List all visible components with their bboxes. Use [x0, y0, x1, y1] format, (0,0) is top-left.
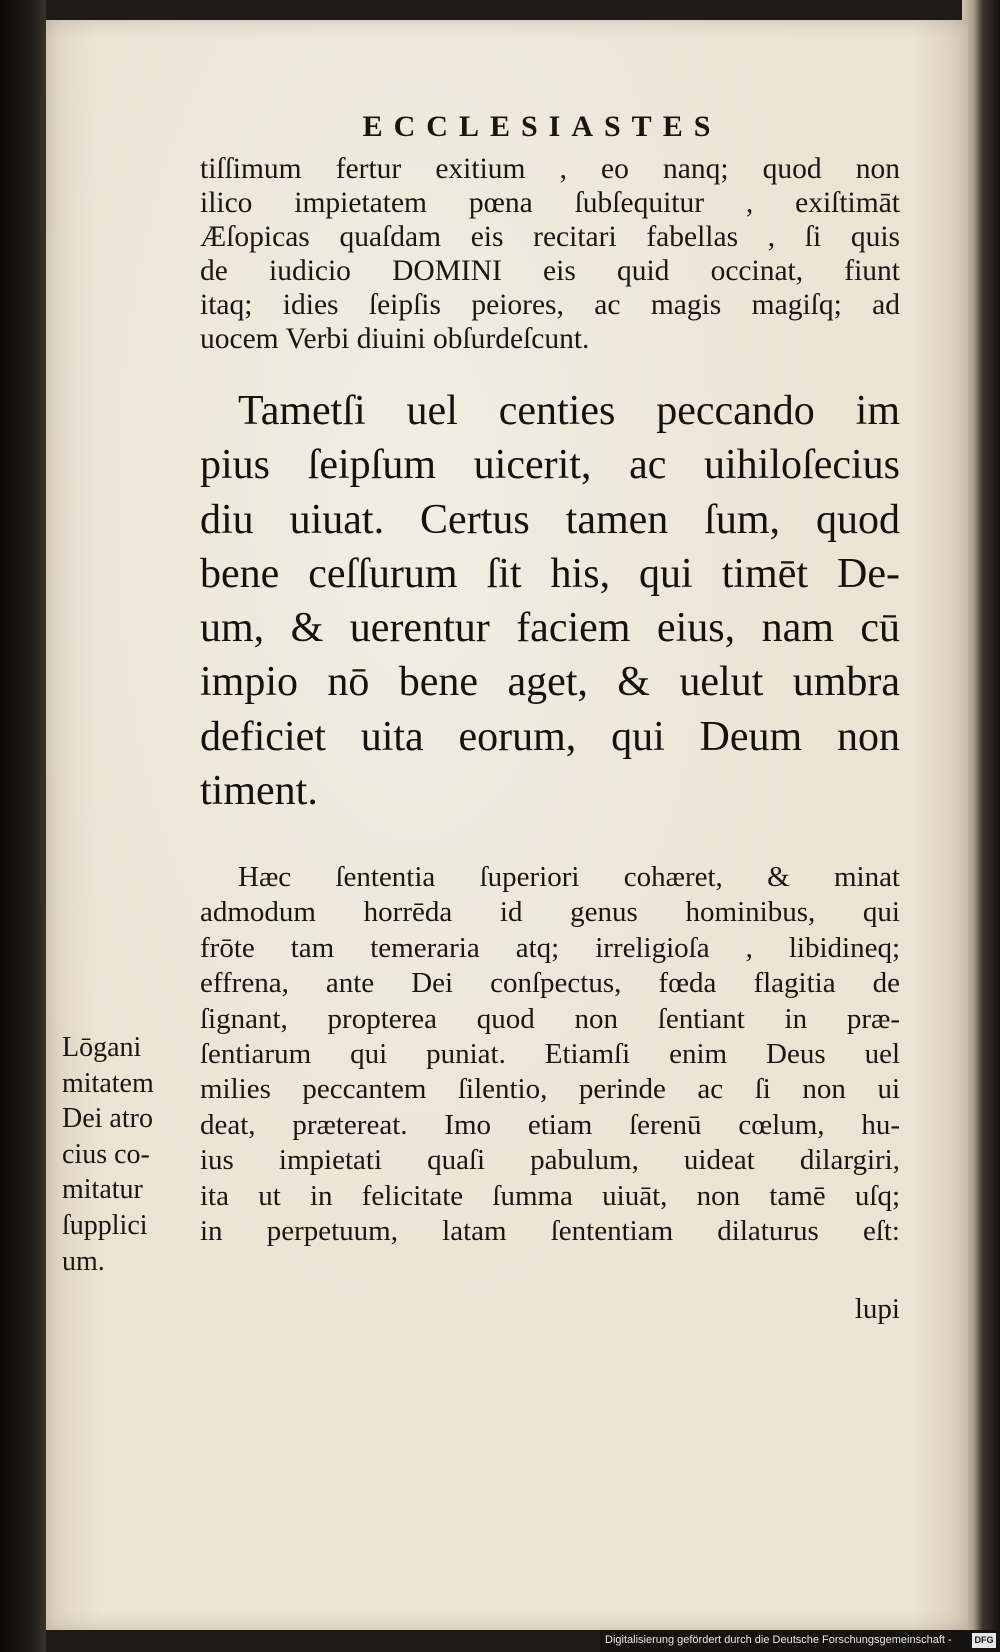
- marginal-line: cius co-: [62, 1138, 150, 1170]
- text-line: Æſopicas quaſdam eis recitari fabellas , ſi quis: [200, 221, 900, 253]
- scripture-verse: [200, 384, 900, 818]
- text-line: tiſſimum fertur exitium , eo nanq; quod non: [200, 153, 900, 185]
- marginal-line: ſupplici: [62, 1209, 148, 1241]
- marginal-line: Lōgani: [62, 1032, 142, 1063]
- text-line: itaq; idies ſeipſis peiores, ac magis magiſq; ad: [200, 289, 900, 321]
- catchword: lupi: [854, 1293, 900, 1325]
- verse-line: diu uiuat. Certus tamen ſum, quod: [200, 496, 900, 543]
- verse-line: impio nō bene aget, & uelut umbra: [200, 659, 900, 706]
- marginal-line: mitatem: [62, 1067, 154, 1099]
- running-title: ECCLESIASTES: [362, 110, 722, 143]
- commentary-line: milies peccantem ſilentio, perinde ac ſi non ui: [200, 1073, 900, 1106]
- text-line: ilico impietatem pœna ſubſequitur , exiſtimāt: [200, 187, 900, 219]
- verse-line: deficiet uita eorum, qui Deum non: [200, 713, 900, 760]
- commentary-line: Hæc ſententia ſuperiori cohæret, & minat: [238, 861, 900, 893]
- commentary-line: frōte tam temeraria atq; irreligioſa , libidineq;: [200, 931, 900, 964]
- marginal-note: [62, 1030, 202, 1279]
- commentary-line: deat, prætereat. Imo etiam ſerenū cœlum, hu-: [200, 1108, 900, 1141]
- top-paragraph: [200, 152, 900, 356]
- marginal-line: mitatur: [62, 1174, 143, 1206]
- book-page: [46, 20, 968, 1630]
- commentary-line: admodum horrēda id genus hominibus, qui: [200, 896, 900, 929]
- commentary-line: ſentiarum qui puniat. Etiamſi enim Deus uel: [200, 1038, 900, 1071]
- book-binding-shadow: [0, 0, 46, 1652]
- commentary-line: ita ut in felicitate ſumma uiuāt, non tamē uſq;: [200, 1179, 900, 1212]
- marginal-line: Dei atro: [62, 1103, 153, 1135]
- verse-line: um, & uerentur faciem eius, nam cū: [200, 605, 900, 652]
- commentary-line: ſignant, propterea quod non ſentiant in præ-: [200, 1002, 900, 1035]
- verse-line: Tametſi uel centies peccando im: [238, 388, 900, 434]
- verse-line: bene ceſſurum ſit his, qui timēt De-: [200, 550, 900, 597]
- commentary-line: effrena, ante Dei conſpectus, fœda flagitia de: [200, 967, 900, 1000]
- marginal-line: um.: [62, 1245, 105, 1277]
- funding-credit: Digitalisierung gefördert durch die Deutsche Forschungsgemeinschaft -: [605, 1634, 952, 1646]
- commentary-line: in perpetuum, latam ſententiam dilaturus eſt:: [200, 1215, 900, 1248]
- text-line: uocem Verbi diuini obſurdeſcunt.: [200, 323, 590, 355]
- text-line: de iudicio DOMINI eis quid occinat, fiunt: [200, 255, 900, 287]
- verse-line: pius ſeipſum uicerit, ac uihiloſecius: [200, 442, 900, 489]
- dfg-logo: DFG: [972, 1633, 996, 1648]
- verse-line: timent.: [200, 768, 318, 815]
- commentary-line: ius impietati quaſi pabulum, uideat dilargiri,: [200, 1144, 900, 1177]
- commentary-paragraph: [200, 860, 900, 1249]
